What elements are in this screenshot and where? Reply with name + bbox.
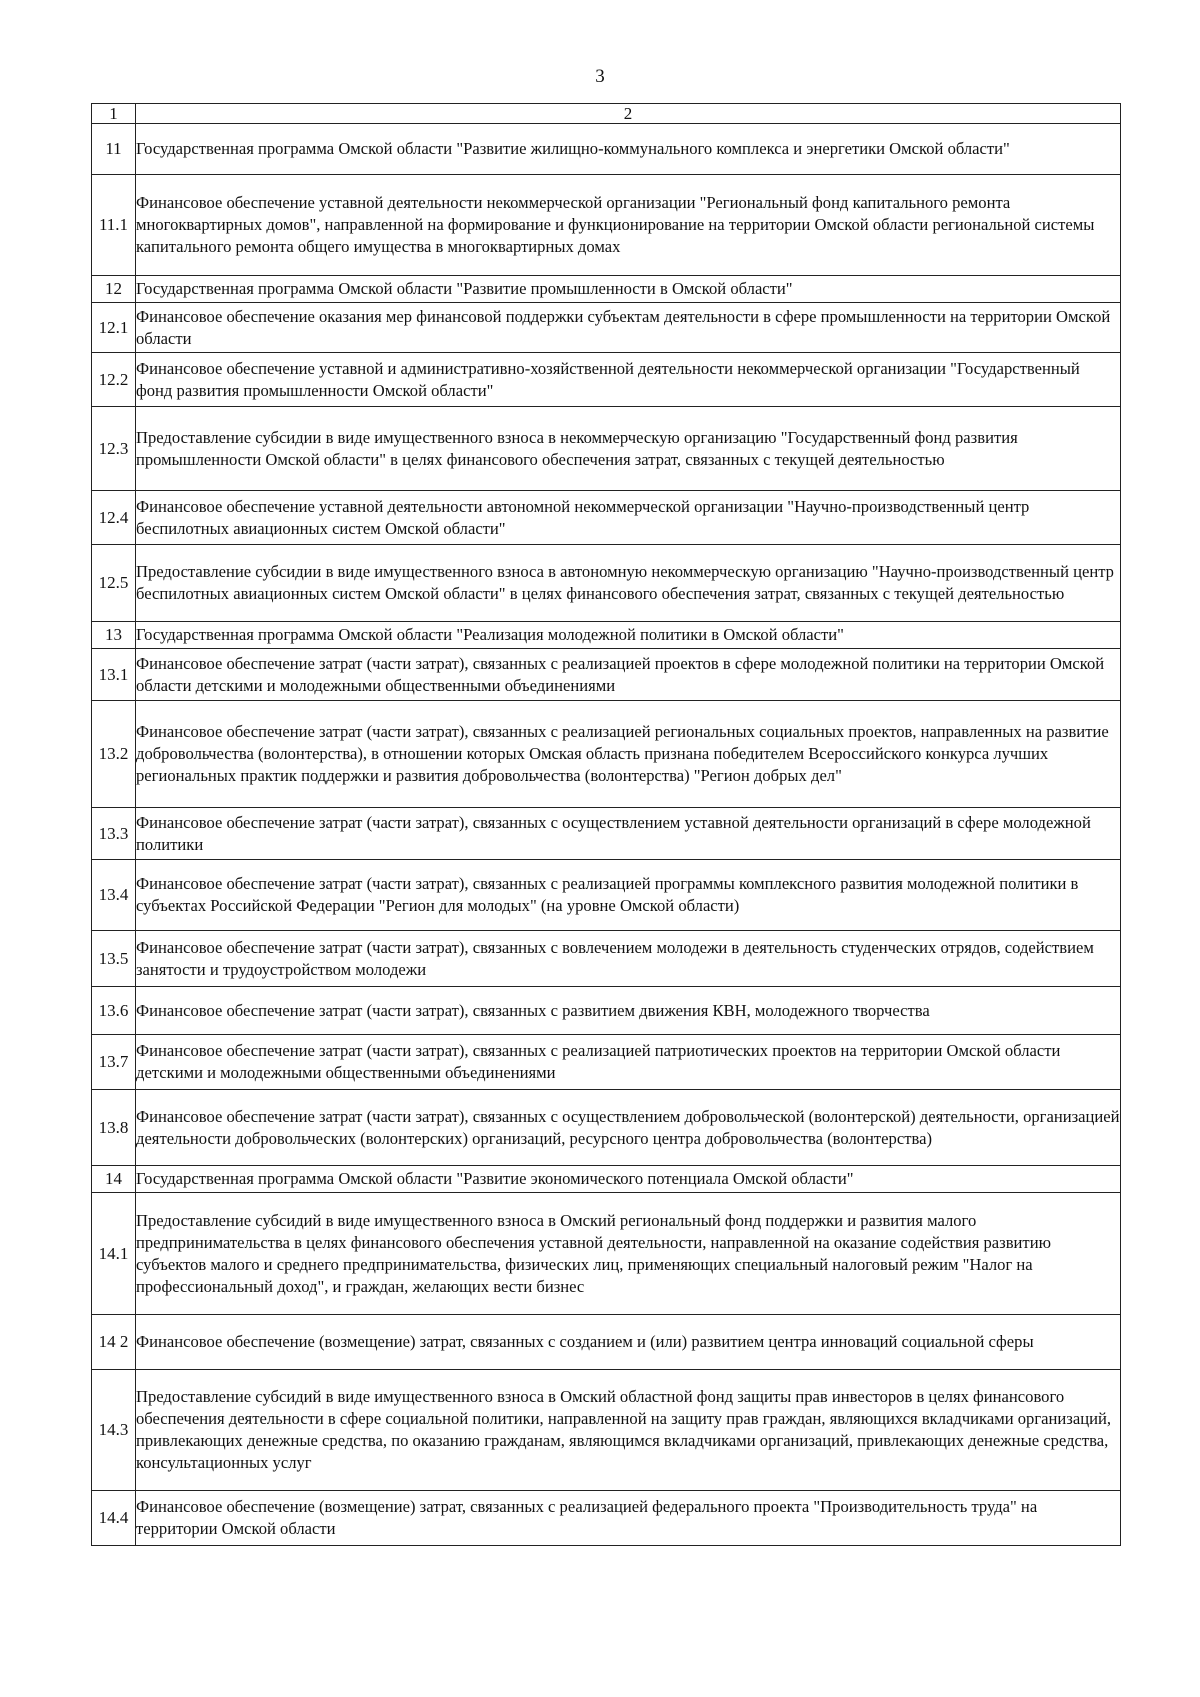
table-row (92, 407, 1121, 491)
row-number: 14 (92, 1166, 136, 1193)
page-number: 3 (595, 66, 605, 87)
table-row (92, 701, 1121, 808)
row-text: Государственная программа Омской области "Развитие промышленности в Омской области" (136, 279, 793, 298)
row-text: Финансовое обеспечение (возмещение) затрат, связанных с созданием и (или) развитием центра инноваций социальной сферы (136, 1332, 1034, 1351)
table-row (92, 1166, 1121, 1193)
table-row (92, 1193, 1121, 1315)
row-number: 12.1 (92, 303, 136, 353)
row-number: 13.7 (92, 1035, 136, 1090)
row-number: 14 2 (92, 1315, 136, 1370)
table-row (92, 276, 1121, 303)
row-number: 13.8 (92, 1090, 136, 1166)
row-text: Финансовое обеспечение затрат (части затрат), связанных с реализацией патриотических проектов на территории Омской области детскими и молодежными общественными объединениями (136, 1041, 1061, 1082)
row-text: Финансовое обеспечение затрат (части затрат), связанных с реализацией региональных социальных проектов, направленных на развитие добровольчества (волонтерства), в отношении которых Омская область признана победителем Всероссийского конкурса лучших региональных практик поддержки и развития добровольчества (волонтерства) "Регион добрых дел" (136, 722, 1109, 785)
header-col-2: 2 (136, 104, 1121, 124)
row-number: 12.4 (92, 491, 136, 545)
row-text: Государственная программа Омской области "Реализация молодежной политики в Омской области" (136, 625, 844, 644)
row-number: 14.3 (92, 1370, 136, 1491)
row-text: Финансовое обеспечение затрат (части затрат), связанных с вовлечением молодежи в деятельность студенческих отрядов, содействием занятости и трудоустройством молодежи (136, 937, 1094, 979)
row-text: Финансовое обеспечение затрат (части затрат), связанных с развитием движения КВН, молодежного творчества (136, 1000, 930, 1020)
table-row (92, 124, 1121, 175)
row-text: Финансовое обеспечение затрат (части затрат), связанных с осуществлением добровольческой (волонтерской) деятельности, организацией деятельности добровольческих (волонтерских) организаций, ресурсного центра добровольчества (волонтерства) (136, 1106, 1120, 1148)
row-number: 13.1 (92, 649, 136, 701)
row-text: Финансовое обеспечение оказания мер финансовой поддержки субъектам деятельности в сфере промышленности на территории Омской области (136, 306, 1111, 348)
row-number: 13.3 (92, 808, 136, 860)
row-text: Финансовое обеспечение затрат (части затрат), связанных с реализацией проектов в сфере молодежной политики на территории Омской области детскими и молодежными общественными объединениями (136, 653, 1105, 695)
table-row (92, 491, 1121, 545)
table-row (92, 545, 1121, 622)
row-number: 12.3 (92, 407, 136, 491)
row-number: 12.5 (92, 545, 136, 622)
row-text: Государственная программа Омской области "Развитие жилищно-коммунального комплекса и энергетики Омской области" (136, 139, 1010, 158)
items-table (91, 103, 1121, 1546)
row-text: Предоставление субсидий в виде имущественного взноса в Омский региональный фонд поддержки и развития малого предпринимательства в целях финансового обеспечения уставной деятельности, направленной на оказание содействия развитию субъектов малого и среднего предпринимательства, физических лиц, применяющих специальный налоговый режим "Налог на профессиональный доход", и граждан, желающих вести бизнес (136, 1210, 1051, 1296)
row-text: Финансовое обеспечение затрат (части затрат), связанных с осуществлением уставной деятельности организаций в сфере молодежной политики (136, 812, 1091, 854)
row-text: Финансовое обеспечение уставной деятельности некоммерческой организации "Региональный фонд капитального ремонта многоквартирных домов", направленной на формирование и функционирование на территории Омской области региональной системы капитального ремонта общего имущества в многоквартирных домах (136, 193, 1095, 256)
table-row (92, 1035, 1121, 1090)
table-row (92, 860, 1121, 931)
row-number: 14.4 (92, 1491, 136, 1546)
row-text: Предоставление субсидий в виде имущественного взноса в Омский областной фонд защиты прав инвесторов в целях финансового обеспечения деятельности в сфере социальной политики, направленной на защиту прав граждан, являющихся вкладчиками организаций, привлекающих денежные средства, по оказанию гражданам, являющимся вкладчиками организаций, привлекающих денежные средства, консультационных услуг (136, 1387, 1111, 1472)
table-row (92, 1491, 1121, 1546)
table-row (92, 303, 1121, 353)
row-text: Государственная программа Омской области "Развитие экономического потенциала Омской области" (136, 1169, 854, 1188)
row-number: 12.2 (92, 353, 136, 407)
row-text: Финансовое обеспечение (возмещение) затрат, связанных с реализацией федерального проекта "Производительность труда" на территории Омской области (136, 1497, 1038, 1538)
row-text: Предоставление субсидии в виде имущественного взноса в автономную некоммерческую организацию "Научно-производственный центр беспилотных авиационных систем Омской области" в целях финансового обеспечения затрат, связанных с текущей деятельностью (136, 562, 1114, 603)
table-row (92, 175, 1121, 276)
table-row (92, 353, 1121, 407)
row-number: 11.1 (92, 175, 136, 276)
row-number: 13 (92, 622, 136, 649)
row-number: 13.2 (92, 701, 136, 808)
table-row (92, 931, 1121, 987)
row-number: 14.1 (92, 1193, 136, 1315)
row-number: 11 (92, 124, 136, 175)
row-number: 13.5 (92, 931, 136, 987)
row-number: 13.6 (92, 987, 136, 1035)
table-row (92, 1315, 1121, 1370)
row-text: Финансовое обеспечение уставной и административно-хозяйственной деятельности некоммерческой организации "Государственный фонд развития промышленности Омской области" (136, 358, 1080, 400)
table-row (92, 1090, 1121, 1166)
row-number: 13.4 (92, 860, 136, 931)
row-number: 12 (92, 276, 136, 303)
table-header-row (92, 104, 1121, 124)
table-row (92, 987, 1121, 1035)
table-row (92, 808, 1121, 860)
table-row (92, 1370, 1121, 1491)
row-text: Предоставление субсидии в виде имущественного взноса в некоммерческую организацию "Государственный фонд развития промышленности Омской области" в целях финансового обеспечения затрат, связанных с текущей деятельностью (136, 427, 1018, 469)
table-row (92, 622, 1121, 649)
header-col-1: 1 (92, 104, 136, 124)
table-row (92, 649, 1121, 701)
row-text: Финансовое обеспечение затрат (части затрат), связанных с реализацией программы комплексного развития молодежной политики в субъектах Российской Федерации "Регион для молодых" (на уровне Омской области) (136, 874, 1079, 915)
row-text: Финансовое обеспечение уставной деятельности автономной некоммерческой организации "Научно-производственный центр беспилотных авиационных систем Омской области" (136, 496, 1030, 538)
